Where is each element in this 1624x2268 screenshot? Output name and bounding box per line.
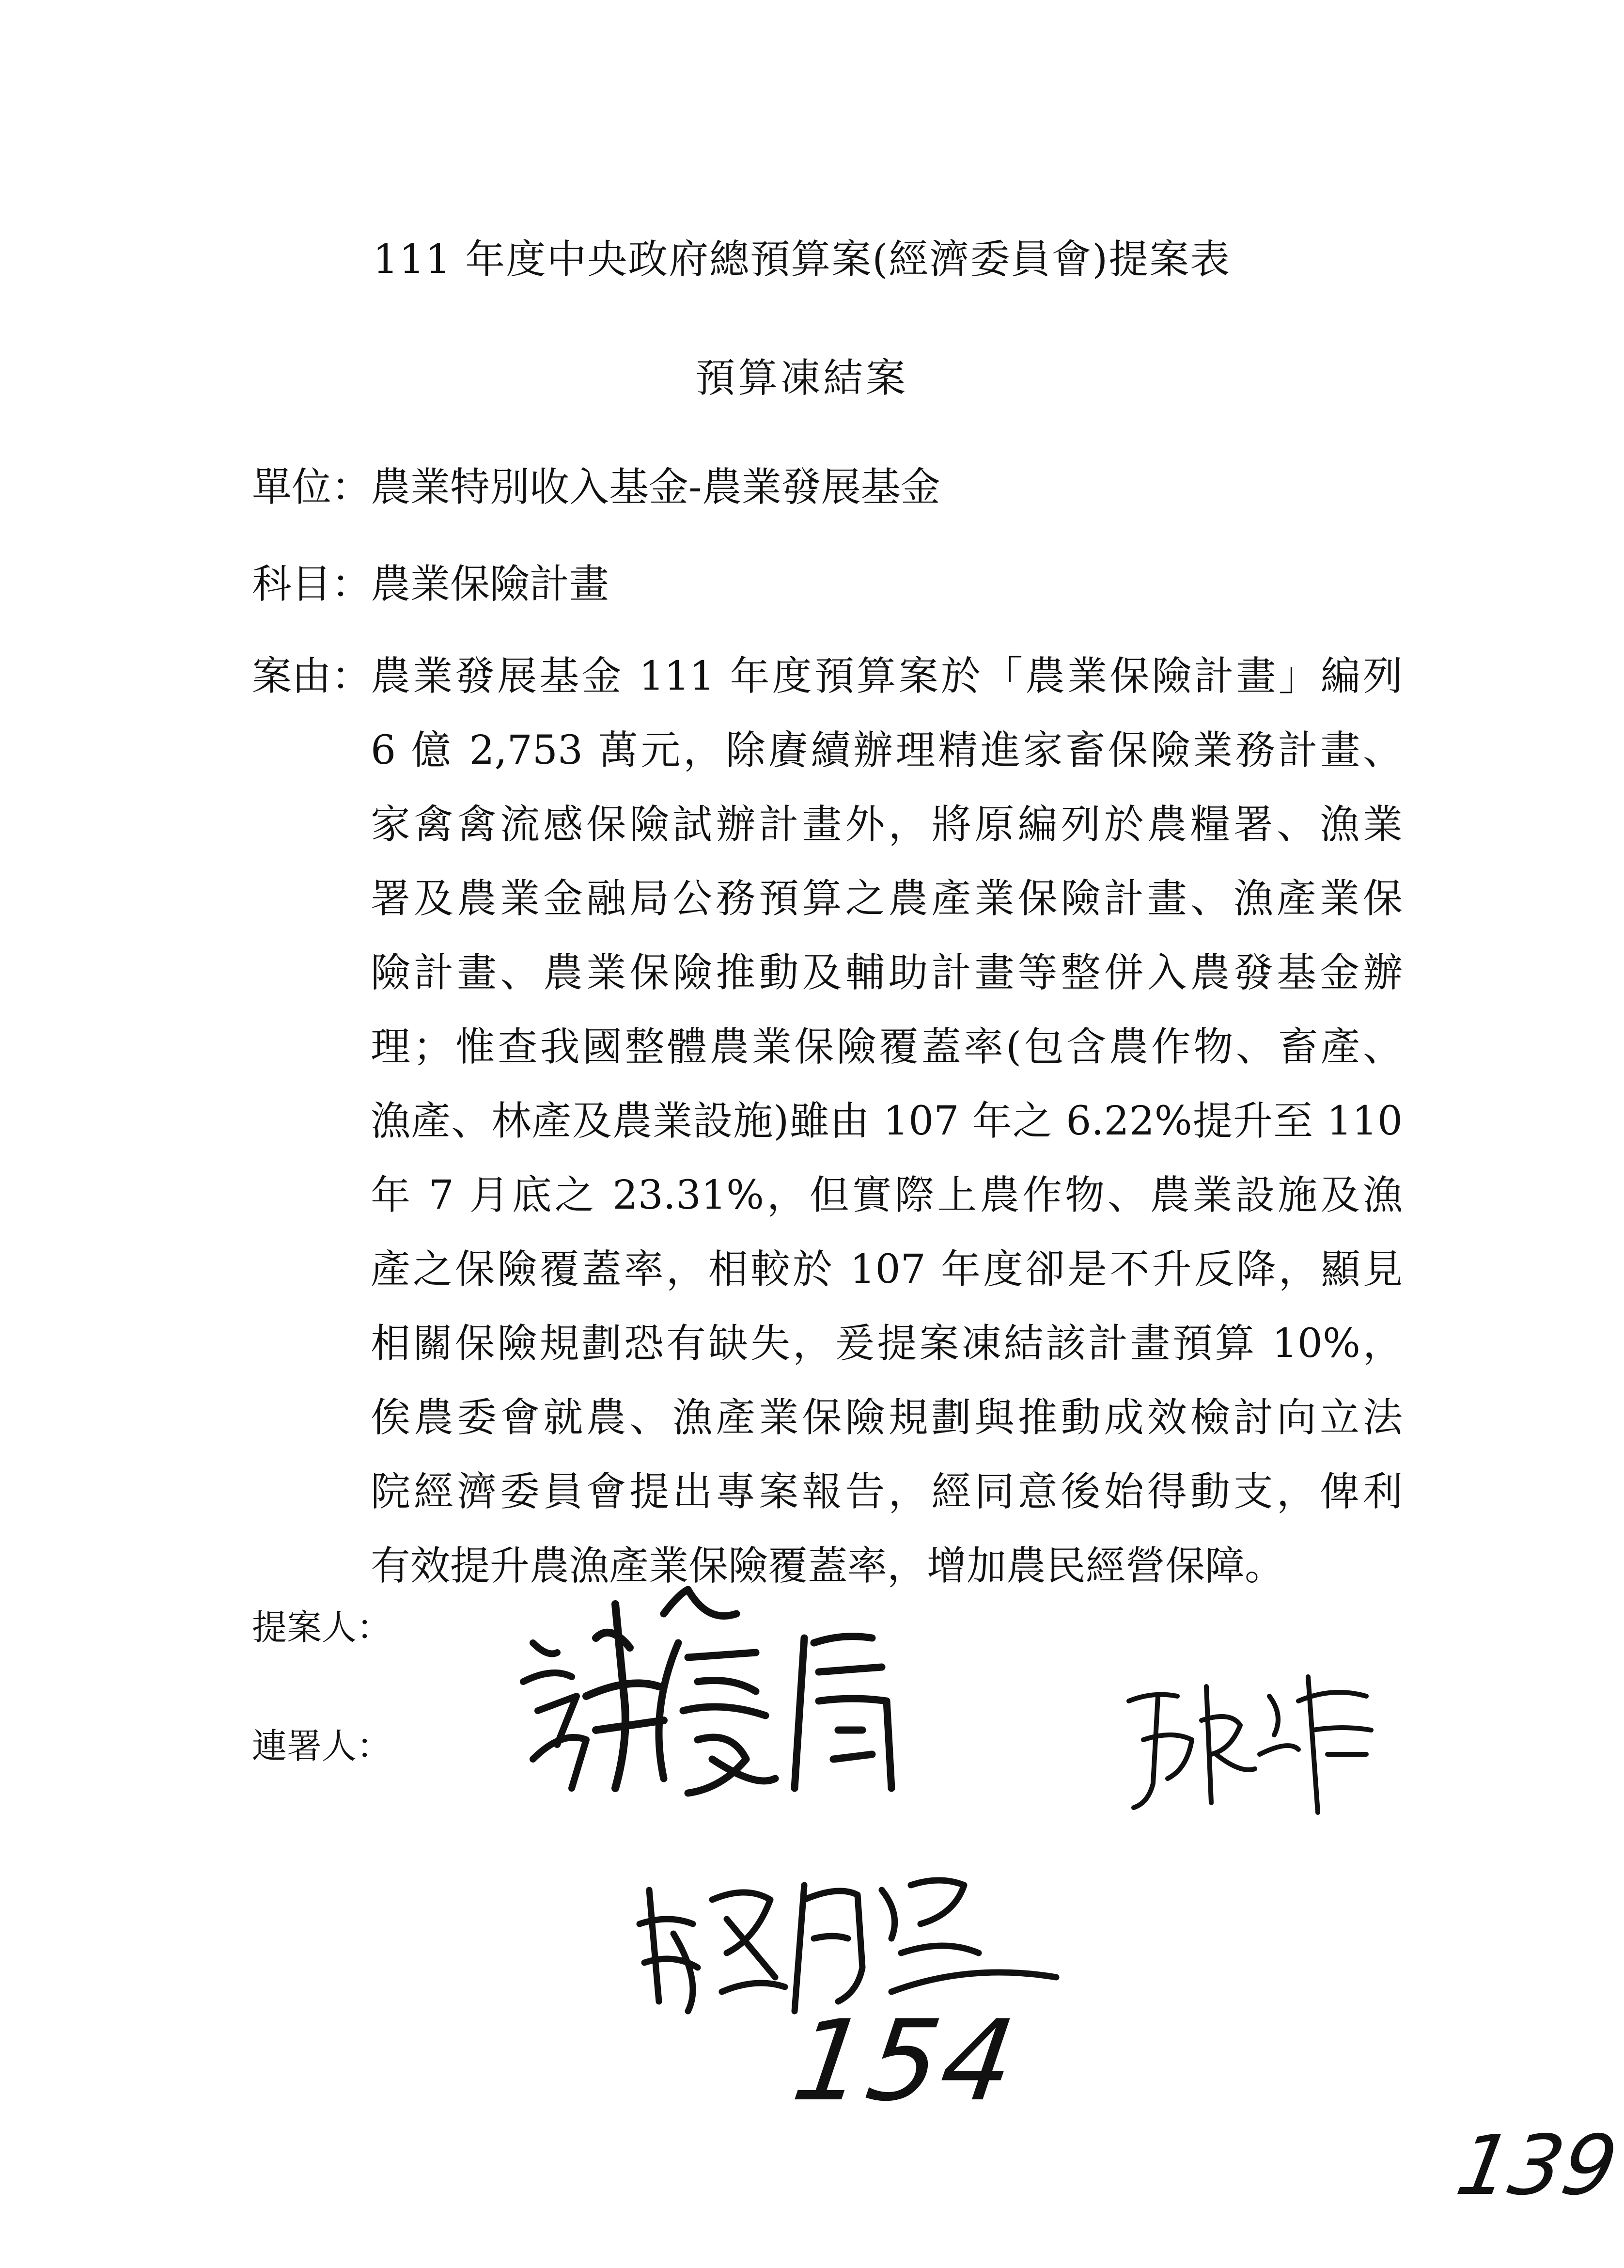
reason-line: 產之保險覆蓋率，相較於 107 年度卻是不升反降，顯見 [371, 1246, 1403, 1292]
document-subtitle: 預算凍結案 [695, 355, 908, 401]
reason-label: 案由： [252, 653, 372, 699]
reason-line: 相關保險規劃恐有缺失，爰提案凍結該計畫預算 10%， [371, 1321, 1403, 1367]
reason-line: 家禽禽流感保險試辦計畫外，將原編列於農糧署、漁業 [371, 802, 1403, 848]
signature-cosigner-1 [1114, 1657, 1386, 1822]
proposer-label: 提案人： [252, 1607, 392, 1648]
reason-line: 理；惟查我國整體農業保險覆蓋率(包含農作物、畜產、 [371, 1024, 1403, 1070]
unit-value: 農業特別收入基金-農業發展基金 [371, 464, 940, 510]
cosigner-label: 連署人： [252, 1726, 392, 1766]
handwritten-number: 154 [785, 1997, 1025, 2126]
reason-line: 院經濟委員會提出專案報告，經同意後始得動支，俾利 [371, 1469, 1403, 1515]
reason-line: 農業發展基金 111 年度預算案於「農業保險計畫」編列 [371, 653, 1403, 699]
reason-line: 署及農業金融局公務預算之農產業保險計畫、漁產業保 [371, 876, 1403, 922]
reason-line: 險計畫、農業保險推動及輔助計畫等整併入農發基金辦 [371, 950, 1403, 996]
page-number: 139 [1450, 2118, 1624, 2214]
unit-label: 單位： [252, 464, 372, 510]
reason-line: 俟農委會就農、漁產業保險規劃與推動成效檢討向立法 [371, 1395, 1403, 1441]
reason-line: 有效提升農漁產業保險覆蓋率，增加農民經營保障。 [371, 1543, 1285, 1589]
subject-value: 農業保險計畫 [371, 561, 609, 607]
reason-line: 6 億 2,753 萬元，除賡續辦理精進家畜保險業務計畫、 [371, 727, 1403, 773]
subject-label: 科目： [252, 561, 372, 607]
reason-line: 年 7 月底之 23.31%，但實際上農作物、農業設施及漁 [371, 1172, 1403, 1218]
reason-line: 漁產、林產及農業設施)雖由 107 年之 6.22%提升至 110 [371, 1098, 1403, 1144]
document-title: 111 年度中央政府總預算案(經濟委員會)提案表 [373, 236, 1231, 283]
signature-proposer [504, 1585, 940, 1808]
